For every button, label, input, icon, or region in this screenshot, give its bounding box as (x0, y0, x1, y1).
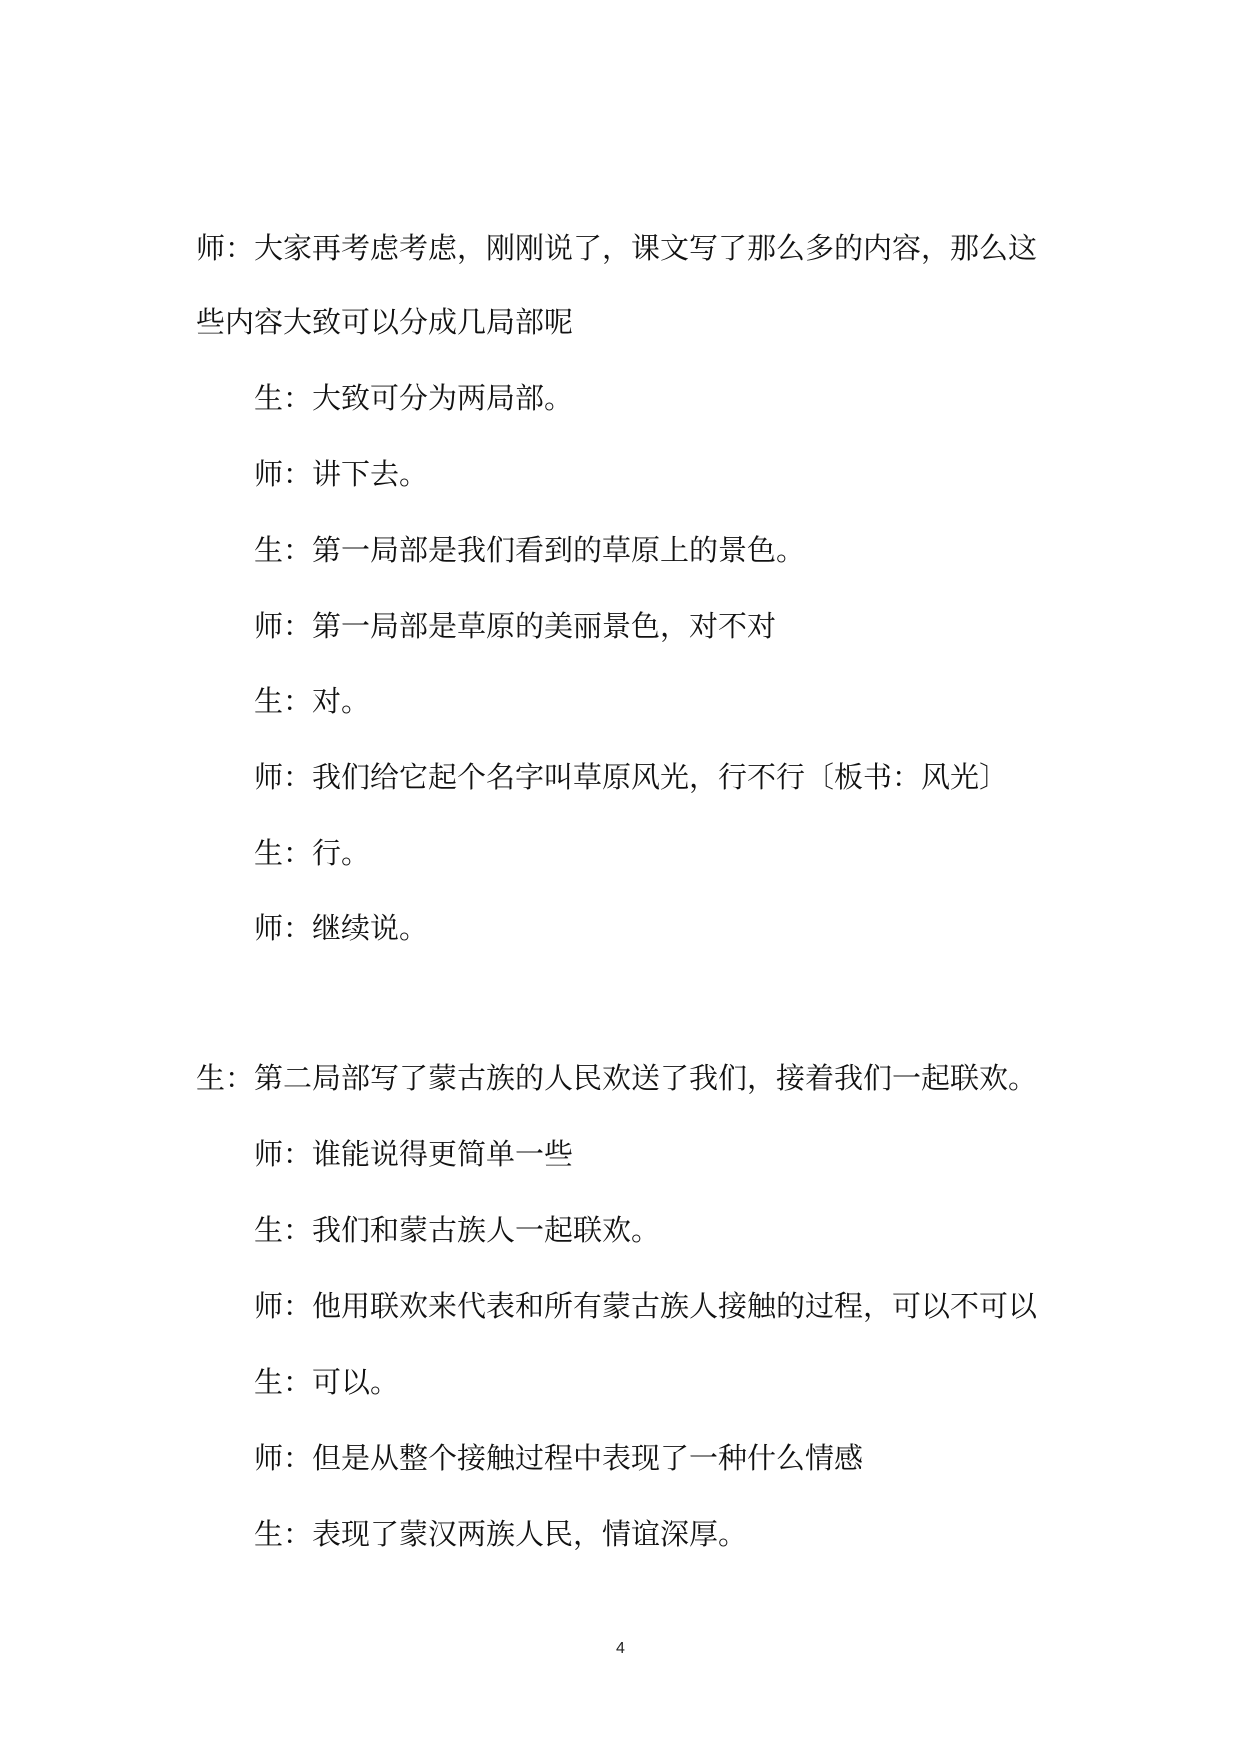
text-line: 些内容大致可以分成几局部呢 (196, 305, 574, 339)
text-line: 师：继续说。 (254, 911, 429, 945)
text-line: 生：我们和蒙古族人一起联欢。 (254, 1213, 661, 1247)
text-line: 师：他用联欢来代表和所有蒙古族人接触的过程，可以不可以 (254, 1289, 1038, 1323)
page-number: 4 (616, 1640, 625, 1657)
text-line: 生：可以。 (254, 1365, 400, 1399)
text-line: 生：表现了蒙汉两族人民，情谊深厚。 (254, 1517, 748, 1551)
text-line: 生：大致可分为两局部。 (254, 381, 574, 415)
text-line: 师：我们给它起个名字叫草原风光，行不行〔板书：风光〕 (254, 760, 1009, 794)
text-line: 师：谁能说得更简单一些 (254, 1137, 574, 1171)
text-line: 生：第二局部写了蒙古族的人民欢送了我们，接着我们一起联欢。 (196, 1061, 1038, 1095)
text-line: 师：讲下去。 (254, 457, 429, 491)
text-line: 生：第一局部是我们看到的草原上的景色。 (254, 533, 806, 567)
text-line: 师：第一局部是草原的美丽景色，对不对 (254, 609, 777, 643)
text-line: 师：大家再考虑考虑，刚刚说了，课文写了那么多的内容，那么这 (196, 231, 1038, 265)
text-line: 生：行。 (254, 836, 371, 870)
text-line: 生：对。 (254, 684, 371, 718)
text-line: 师：但是从整个接触过程中表现了一种什么情感 (254, 1441, 864, 1475)
